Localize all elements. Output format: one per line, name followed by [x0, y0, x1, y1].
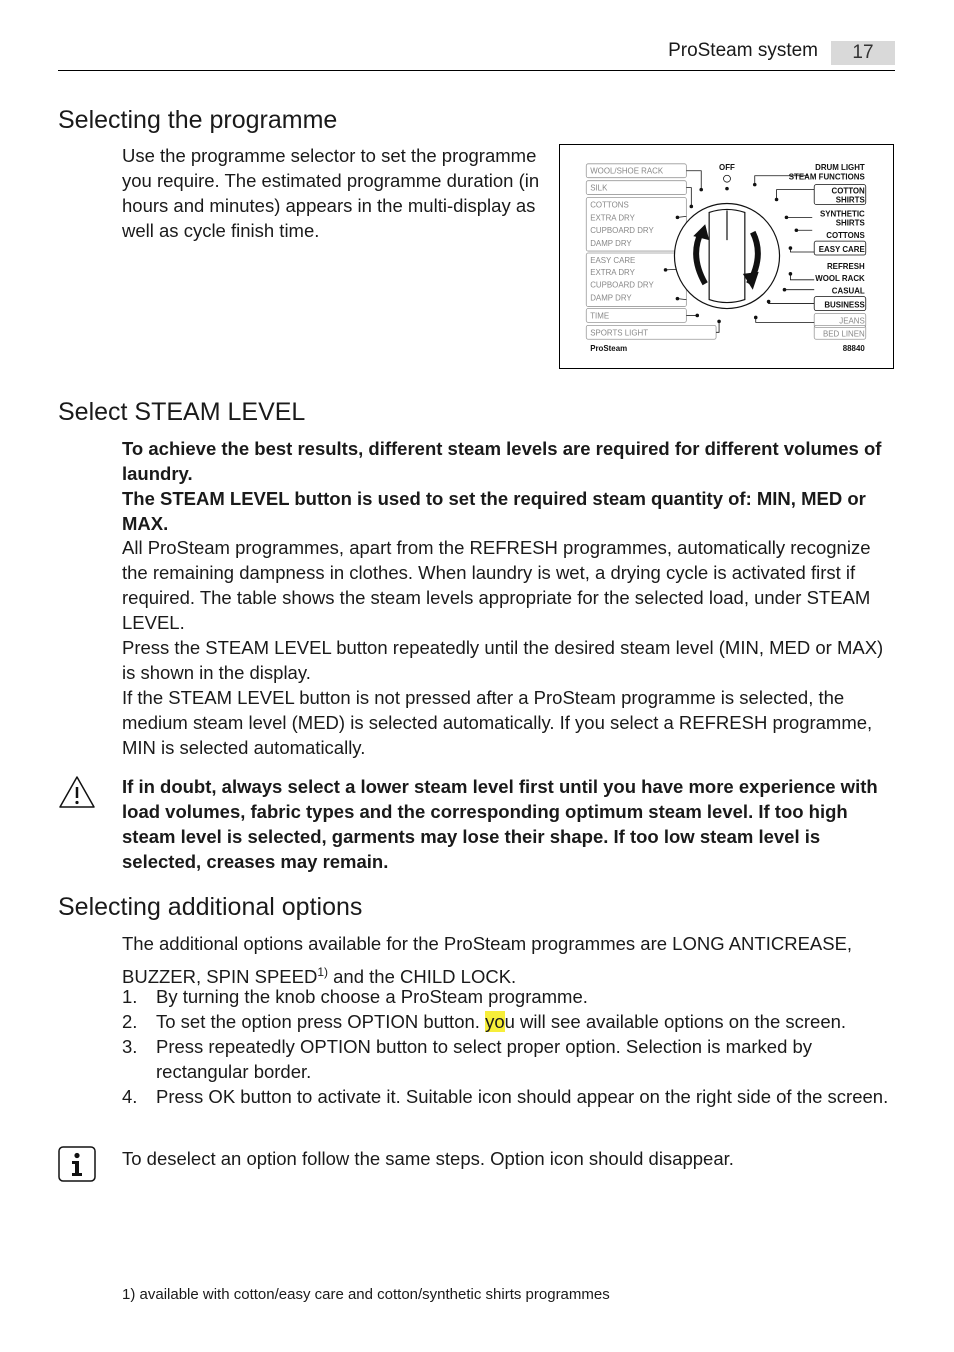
dial-label-cottons-cupboard-dry: CUPBOARD DRY: [590, 226, 654, 236]
dial-label-easy-care-right: EASY CARE: [818, 245, 865, 255]
dial-label-bed-linen: BED LINEN: [823, 329, 865, 339]
heading-selecting-additional-options: Selecting additional options: [58, 893, 363, 921]
header-rule: [58, 70, 895, 71]
warning-text: If in doubt, always select a lower steam level first until you have more experience with load volumes, fabric types and the corresponding optimum steam level. If too high steam level is selected, garments may lose their shape. If too low steam level is selected, creases may remain.: [122, 776, 878, 872]
dial-label-cottons-extra-dry: EXTRA DRY: [590, 213, 635, 223]
step-number: 4.: [122, 1086, 138, 1107]
heading-select-steam-level: Select STEAM LEVEL: [58, 398, 306, 426]
dial-label-business: BUSINESS: [824, 300, 865, 310]
step-number: 1.: [122, 986, 138, 1007]
dial-label-jeans: JEANS: [839, 316, 865, 326]
step-number: 2.: [122, 1011, 138, 1032]
warning-icon: [58, 775, 96, 809]
dial-label-drum-light: DRUM LIGHT: [815, 162, 865, 172]
dial-label-cottons-damp-dry: DAMP DRY: [590, 239, 632, 249]
step-text: Press repeatedly OPTION button to select proper option. Selection is marked by rectangular border.: [156, 1036, 813, 1082]
dial-label-wool-rack: WOOL RACK: [815, 273, 865, 283]
step-text-pre: To set the option press OPTION button.: [156, 1011, 486, 1032]
dial-label-sports-light: SPORTS LIGHT: [590, 328, 649, 338]
off-indicator: [724, 175, 731, 182]
info-icon: [58, 1146, 96, 1182]
programme-dial-diagram: [559, 144, 894, 369]
steam-paragraph-3: If the STEAM LEVEL button is not pressed after a ProSteam programme is selected, the medium steam level (MED) is selected automatically. If you select a REFRESH programme, MIN is selected automatically.: [122, 687, 873, 758]
steam-paragraph-1: All ProSteam programmes, apart from the REFRESH programmes, automatically recognize the remaining dampness in clothes. When laundry is wet, a drying cycle is activated first if required. The table shows the steam levels appropriate for the selected load, under STEAM LEVEL.: [122, 537, 871, 633]
dial-label-steam-functions: STEAM FUNCTIONS: [788, 172, 865, 182]
dial-label-casual: CASUAL: [831, 286, 865, 296]
dial-label-easy-care: EASY CARE: [590, 255, 636, 265]
dial-label-refresh: REFRESH: [826, 261, 865, 271]
steam-bold-intro: To achieve the best results, different steam levels are required for different volumes of laundry.: [122, 438, 882, 484]
options-steps-list: [122, 984, 894, 1109]
dial-code: 88840: [842, 344, 865, 354]
steam-bold-button: The STEAM LEVEL button is used to set the required steam quantity of: MIN, MED or MAX.: [122, 488, 866, 534]
list-item: [122, 1009, 894, 1034]
dial-label-easy-care-cupboard-dry: CUPBOARD DRY: [590, 280, 654, 290]
footnote-marker: 1): [317, 965, 328, 979]
step-text-post: u will see available options on the screen.: [504, 1011, 847, 1032]
running-header: ProSteam system: [668, 40, 818, 61]
page-number: 17: [831, 41, 895, 65]
info-text: To deselect an option follow the same steps. Option icon should disappear.: [122, 1148, 734, 1169]
list-item: [122, 1034, 894, 1084]
step-text: By turning the knob choose a ProSteam programme.: [156, 986, 588, 1007]
dial-label-wool-shoe-rack: WOOL/SHOE RACK: [590, 166, 664, 176]
dial-label-silk: SILK: [590, 183, 608, 193]
step-text: Press OK button to activate it. Suitable icon should appear on the right side of the screen.: [156, 1086, 889, 1107]
step-number: 3.: [122, 1036, 138, 1057]
dial-brand: ProSteam: [590, 344, 628, 354]
dial-label-off: OFF: [719, 162, 735, 172]
dial-label-cotton: COTTON: [831, 186, 865, 196]
dial-label-time: TIME: [590, 311, 610, 321]
dial-label-shirts-2: SHIRTS: [835, 218, 865, 228]
programme-knob: [674, 203, 779, 308]
dial-label-shirts-1: SHIRTS: [835, 195, 865, 205]
dial-label-cottons: COTTONS: [590, 200, 629, 210]
programme-body: Use the programme selector to set the programme you require. The estimated programme duration (in hours and minutes) appears in the multi-display as well as cycle finish time.: [122, 145, 540, 241]
heading-selecting-programme: Selecting the programme: [58, 106, 338, 134]
highlighted-text: yo: [485, 1011, 505, 1032]
list-item: [122, 984, 894, 1009]
options-intro-text: The additional options available for the ProSteam programmes are LONG ANTICREASE, BUZZER, SPIN SPEED: [122, 933, 853, 988]
dial-label-easy-care-damp-dry: DAMP DRY: [590, 293, 632, 303]
options-intro: [122, 929, 896, 991]
footnote: 1) available with cotton/easy care and cotton/synthetic shirts programmes: [122, 1286, 610, 1303]
steam-paragraph-2: Press the STEAM LEVEL button repeatedly until the desired steam level (MIN, MED or MAX) is shown in the display.: [122, 637, 884, 683]
dial-label-easy-care-extra-dry: EXTRA DRY: [590, 267, 635, 277]
dial-label-cottons-right: COTTONS: [826, 231, 865, 241]
list-item: [122, 1084, 894, 1109]
options-intro-end: and the CHILD LOCK.: [328, 966, 517, 988]
dial-label-synthetic: SYNTHETIC: [819, 209, 865, 219]
